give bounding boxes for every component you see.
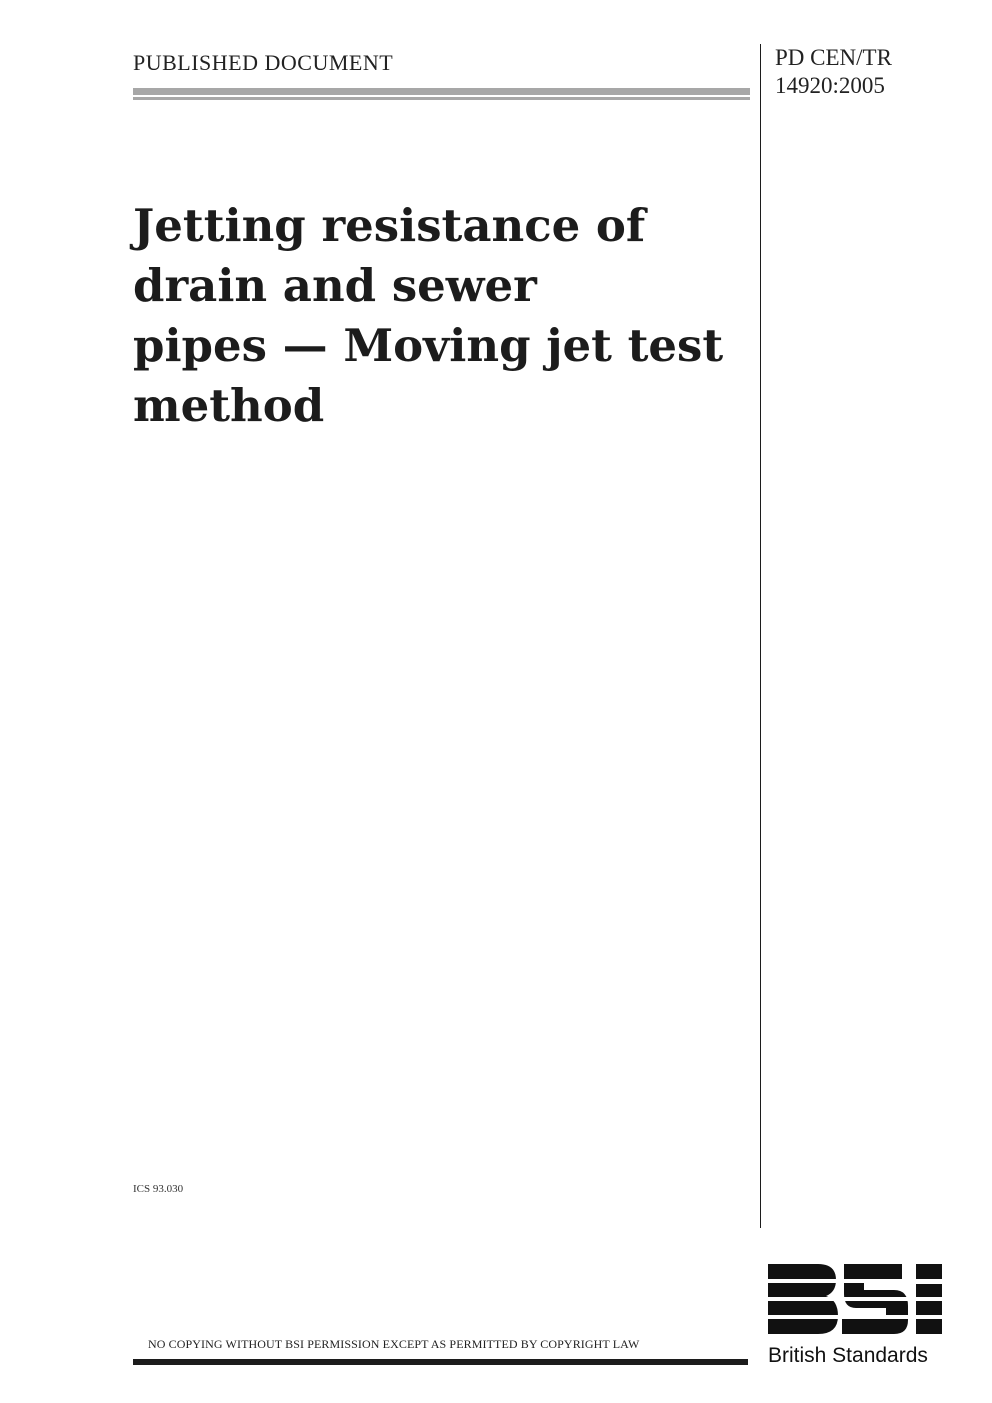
vertical-divider	[760, 44, 761, 1228]
document-id-line-1: PD CEN/TR	[775, 45, 892, 70]
document-id-line-2: 14920:2005	[775, 73, 885, 98]
title-line-3: pipes — Moving jet test	[133, 319, 724, 372]
header-rule	[133, 88, 750, 100]
footer-rule	[133, 1359, 748, 1365]
ics-code: ICS 93.030	[133, 1183, 184, 1195]
title-line-1: Jetting resistance of	[133, 199, 646, 252]
bsi-logo-caption: British Standards	[768, 1344, 928, 1367]
title-line-2: drain and sewer	[133, 259, 537, 312]
copyright-notice: NO COPYING WITHOUT BSI PERMISSION EXCEPT AS PERMITTED BY COPYRIGHT LAW	[148, 1337, 640, 1351]
document-identifier	[775, 44, 892, 100]
title-line-4: method	[133, 379, 325, 432]
published-document-label: PUBLISHED DOCUMENT	[133, 50, 394, 75]
document-title	[133, 196, 753, 436]
